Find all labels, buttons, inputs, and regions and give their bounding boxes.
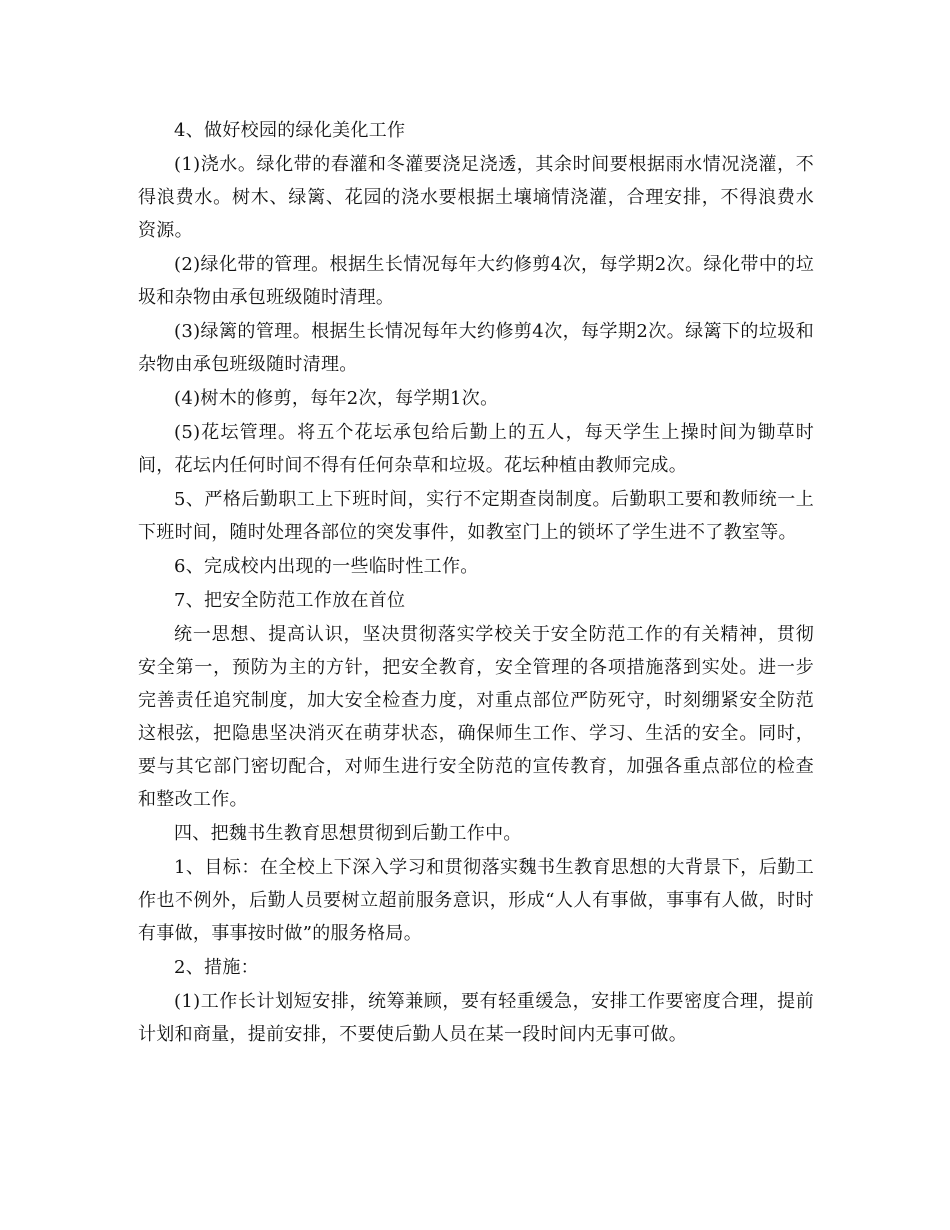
paragraph-safety-details: 统一思想、提高认识，坚决贯彻落实学校关于安全防范工作的有关精神，贯彻安全第一，预防为主的方针，把安全教育，安全管理的各项措施落到实处。进一步完善责任追究制度，加大安全检查力度，对重点部位严防死守，时刻绷紧安全防范这根弦，把隐患坚决消灭在萌芽状态，确保师生工作、学习、生活的安全。同时，要与其它部门密切配合，对师生进行安全防范的宣传教育，加强各重点部位的检查和整改工作。 [138, 624, 814, 810]
paragraph-flower-bed-management: (5)花坛管理。将五个花坛承包给后勤上的五人，每天学生上操时间为锄草时间，花坛内任何时间不得有任何杂草和垃圾。花坛种植由教师完成。 [138, 422, 814, 476]
paragraph-temporary-work: 6、完成校内出现的一些临时性工作。 [174, 556, 479, 577]
heading-greening-work: 4、做好校园的绿化美化工作 [174, 120, 406, 141]
paragraph-goal: 1、目标：在全校上下深入学习和贯彻落实魏书生教育思想的大背景下，后勤工作也不例外，后勤人员要树立超前服务意识，形成“人人有事做，事事有人做，时时有事做，事事按时做”的服务格局。 [138, 857, 814, 944]
paragraph-green-belt-management: (2)绿化带的管理。根据生长情况每年大约修剪4次，每学期2次。绿化带中的垃圾和杂物由承包班级随时清理。 [138, 254, 814, 308]
document-body [138, 114, 814, 1051]
paragraph-tree-pruning: (4)树木的修剪，每年2次，每学期1次。 [174, 388, 499, 409]
paragraph-hedge-management: (3)绿篱的管理。根据生长情况每年大约修剪4次，每学期2次。绿篱下的垃圾和杂物由承包班级随时清理。 [138, 321, 814, 375]
paragraph-watering: (1)浇水。绿化带的春灌和冬灌要浇足浇透，其余时间要根据雨水情况浇灌，不得浪费水。树木、绿篱、花园的浇水要根据土壤墒情浇灌，合理安排，不得浪费水资源。 [138, 154, 814, 241]
heading-section-four: 四、把魏书生教育思想贯彻到后勤工作中。 [174, 823, 522, 844]
paragraph-work-hours: 5、严格后勤职工上下班时间，实行不定期查岗制度。后勤职工要和教师统一上下班时间，随时处理各部位的突发事件，如教室门上的锁坏了学生进不了教室等。 [138, 489, 814, 543]
heading-measures: 2、措施： [174, 957, 259, 978]
heading-safety-first: 7、把安全防范工作放在首位 [174, 590, 406, 611]
paragraph-measure-one: (1)工作长计划短安排，统筹兼顾，要有轻重缓急，安排工作要密度合理，提前计划和商量，提前安排，不要使后勤人员在某一段时间内无事可做。 [138, 991, 814, 1045]
